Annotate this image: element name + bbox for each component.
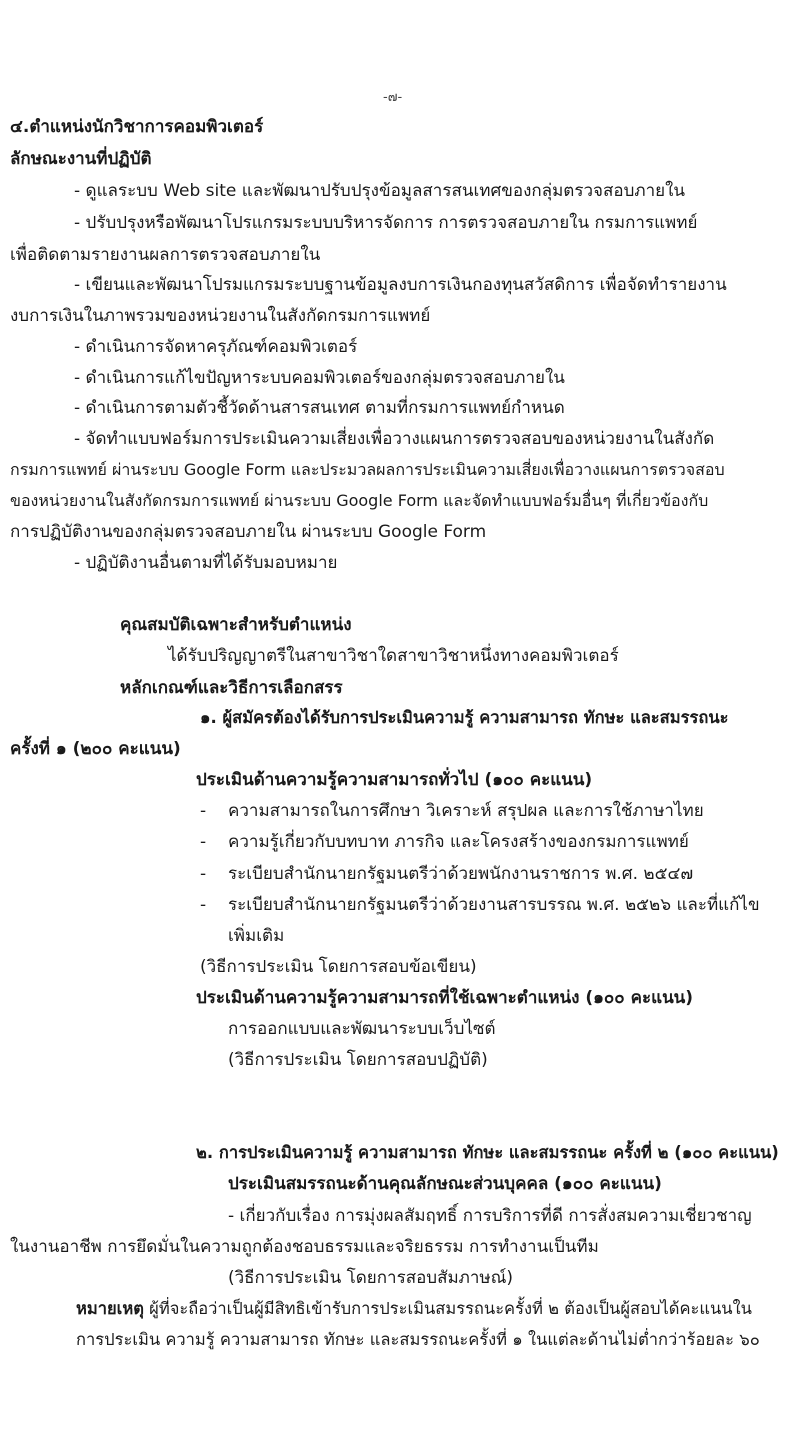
- note-text-continued: การประเมิน ความรู้ ความสามารถ ทักษะ และสมรรถนะครั้งที่ ๑ ในแต่ละด้านไม่ต่ำกว่าร้อยละ ๖๐: [76, 1330, 760, 1349]
- duty-item-continued: ของหน่วยงานในสังกัดกรมการแพทย์ ผ่านระบบ Google Form และจัดทำแบบฟอร์มอื่นๆ ที่เกี่ยวข้องกับ: [10, 491, 709, 510]
- part2-subheading: ประเมินสมรรถนะด้านคุณลักษณะส่วนบุคคล (๑๐๐ คะแนน): [228, 1174, 662, 1194]
- selection-heading: หลักเกณฑ์และวิธีการเลือกสรร: [120, 678, 343, 698]
- specific-item: การออกแบบและพัฒนาระบบเว็บไซต์: [228, 1019, 496, 1039]
- duty-item-continued: การปฏิบัติงานของกลุ่มตรวจสอบภายใน ผ่านระบบ Google Form: [10, 522, 487, 542]
- part2-text: - เกี่ยวกับเรื่อง การมุ่งผลสัมฤทธิ์ การบริการที่ดี การสั่งสมความเชี่ยวชาญ: [228, 1206, 752, 1226]
- duty-item: - ดำเนินการจัดหาครุภัณฑ์คอมพิวเตอร์: [74, 337, 358, 357]
- qualification-text: ได้รับปริญญาตรีในสาขาวิชาใดสาขาวิชาหนึ่งทางคอมพิวเตอร์: [168, 646, 619, 666]
- general-method: (วิธีการประเมิน โดยการสอบข้อเขียน): [200, 957, 477, 977]
- bullet-dash: -: [200, 895, 207, 915]
- part1-heading-continued: ครั้งที่ ๑ (๒๐๐ คะแนน): [10, 739, 181, 759]
- part2-text-continued: ในงานอาชีพ การยึดมั่นในความถูกต้องชอบธรรมและจริยธรรม การทำงานเป็นทีม: [10, 1237, 599, 1257]
- duty-item: - ปฏิบัติงานอื่นตามที่ได้รับมอบหมาย: [74, 553, 338, 573]
- specific-knowledge-heading: ประเมินด้านความรู้ความสามารถที่ใช้เฉพาะตำแหน่ง (๑๐๐ คะแนน): [196, 988, 694, 1008]
- general-item: ความสามารถในการศึกษา วิเคราะห์ สรุปผล และการใช้ภาษาไทย: [228, 801, 704, 821]
- general-item: ความรู้เกี่ยวกับบทบาท ภารกิจ และโครงสร้างของกรมการแพทย์: [228, 832, 689, 852]
- part2-method: (วิธีการประเมิน โดยการสอบสัมภาษณ์): [228, 1268, 514, 1288]
- duty-item: - ปรับปรุงหรือพัฒนาโปรแกรมระบบบริหารจัดการ การตรวจสอบภายใน กรมการแพทย์: [74, 213, 698, 233]
- duties-heading: ลักษณะงานที่ปฏิบัติ: [10, 149, 152, 169]
- note-line: [76, 1297, 752, 1321]
- duty-item: - ดำเนินการแก้ไขปัญหาระบบคอมพิวเตอร์ของกลุ่มตรวจสอบภายใน: [74, 368, 565, 388]
- qualification-heading: คุณสมบัติเฉพาะสำหรับตำแหน่ง: [120, 615, 352, 635]
- duty-item: - ดูแลระบบ Web site และพัฒนาปรับปรุงข้อมูลสารสนเทศของกลุ่มตรวจสอบภายใน: [74, 181, 685, 201]
- duty-item: - จัดทำแบบฟอร์มการประเมินความเสี่ยงเพื่อวางแผนการตรวจสอบของหน่วยงานในสังกัด: [74, 429, 715, 449]
- position-title: ๔.ตำแหน่งนักวิชาการคอมพิวเตอร์: [10, 117, 264, 137]
- bullet-dash: -: [200, 801, 207, 821]
- page-number: -๗-: [383, 90, 403, 105]
- general-item: ระเบียบสำนักนายกรัฐมนตรีว่าด้วยงานสารบรรณ พ.ศ. ๒๕๒๖ และที่แก้ไข: [228, 895, 760, 915]
- general-item-continued: เพิ่มเติม: [228, 926, 285, 946]
- note-text: ผู้ที่จะถือว่าเป็นผู้มีสิทธิเข้ารับการประเมินสมรรถนะครั้งที่ ๒ ต้องเป็นผู้สอบได้คะแนนใน: [143, 1299, 752, 1318]
- duty-item: - เขียนและพัฒนาโปรมแกรมระบบฐานข้อมูลงบการเงินกองทุนสวัสดิการ เพื่อจัดทำรายงาน: [74, 275, 727, 295]
- duty-item-continued: กรมการแพทย์ ผ่านระบบ Google Form และประมวลผลการประเมินความเสี่ยงเพื่อวางแผนการตรวจสอบ: [10, 460, 725, 479]
- duty-item-continued: งบการเงินในภาพรวมของหน่วยงานในสังกัดกรมการแพทย์: [10, 306, 431, 326]
- general-item: ระเบียบสำนักนายกรัฐมนตรีว่าด้วยพนักงานราชการ พ.ศ. ๒๕๔๗: [228, 864, 694, 884]
- duty-item-continued: เพื่อติดตามรายงานผลการตรวจสอบภายใน: [10, 245, 321, 265]
- bullet-dash: -: [200, 832, 207, 852]
- part1-heading: ๑. ผู้สมัครต้องได้รับการประเมินความรู้ ความสามารถ ทักษะ และสมรรถนะ: [200, 708, 729, 727]
- duty-item: - ดำเนินการตามตัวชี้วัดด้านสารสนเทศ ตามที่กรมการแพทย์กำหนด: [74, 398, 565, 418]
- note-label: หมายเหตุ: [76, 1299, 144, 1318]
- general-knowledge-heading: ประเมินด้านความรู้ความสามารถทั่วไป (๑๐๐ คะแนน): [196, 770, 593, 790]
- part2-heading: ๒. การประเมินความรู้ ความสามารถ ทักษะ และสมรรถนะ ครั้งที่ ๒ (๑๐๐ คะแนน): [196, 1143, 779, 1162]
- specific-method: (วิธีการประเมิน โดยการสอบปฏิบัติ): [228, 1050, 488, 1070]
- bullet-dash: -: [200, 864, 207, 884]
